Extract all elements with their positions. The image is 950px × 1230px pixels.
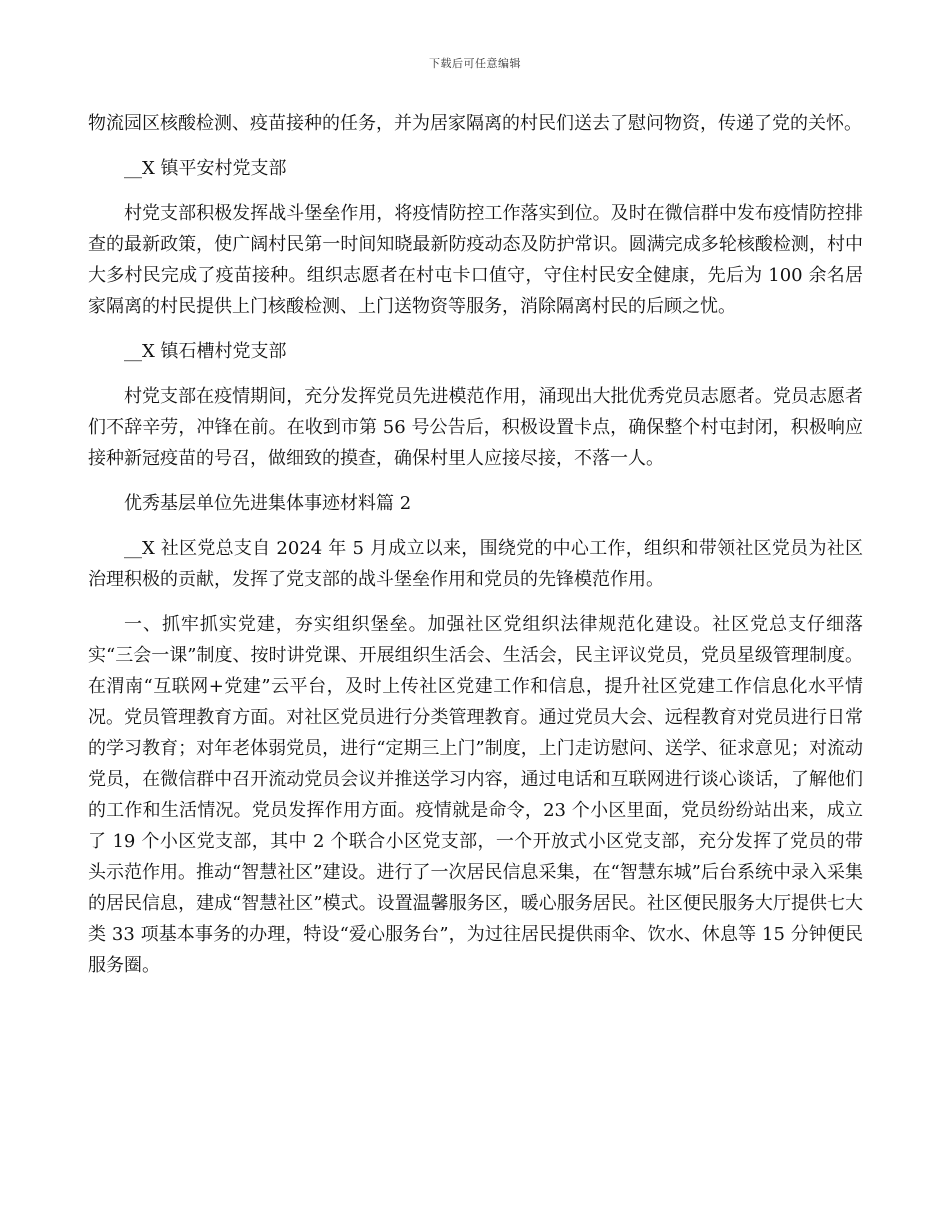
paragraph-5: 一、抓牢抓实党建，夯实组织堡垒。加强社区党组织法律规范化建设。社区党总支仔细落实“三会一课”制度、按时讲党课、开展组织生活会、生活会，民主评议党员，党员星级管理制度。在渭南“互联网+党建”云平台，及时上传社区党建工作和信息，提升社区党建工作信息化水平情况。党员管理教育方面。对社区党员进行分类管理教育。通过党员大会、远程教育对党员进行日常的学习教育；对年老体弱党员，进行“定期三上门”制度，上门走访慰问、送学、征求意见；对流动党员，在微信群中召开流动党员会议并推送学习内容，通过电话和互联网进行谈心谈话，了解他们的工作和生活情况。党员发挥作用方面。疫情就是命令，23 个小区里面，党员纷纷站出来，成立了 19 个小区党支部，其中 2 个联合小区党支部，一个开放式小区党支部，充分发挥了党员的带头示范作用。推动“智慧社区”建设。进行了一次居民信息采集，在“智慧东城”后台系统中录入采集的居民信息，建成“智慧社区”模式。设置温馨服务区，暖心服务居民。社区便民服务大厅提供七大类 33 项基本事务的办理，特设“爱心服务台”，为过往居民提供雨伞、饮水、休息等 15 分钟便民服务圈。 — [88, 614, 863, 976]
paragraph-3: 村党支部在疫情期间，充分发挥党员先进模范作用，涌现出大批优秀党员志愿者。党员志愿者们不辞辛劳，冲锋在前。在收到市第 56 号公告后，积极设置卡点，确保整个村屯封闭，积极响应接种新冠疫苗的号召，做细致的摸查，确保村里人应接尽接，不落一人。 — [88, 386, 863, 469]
paragraph-2: 村党支部积极发挥战斗堡垒作用，将疫情防控工作落实到位。及时在微信群中发布疫情防控排查的最新政策，使广阔村民第一时间知晓最新防疫动态及防护常识。圆满完成多轮核酸检测，村中大多村民完成了疫苗接种。组织志愿者在村屯卡口值守，守住村民安全健康，先后为 100 余名居家隔离的村民提供上门核酸检测、上门送物资等服务，消除隔离村民的后顾之忧。 — [88, 203, 863, 317]
header-note: 下载后可任意编辑 — [429, 57, 521, 70]
document-body — [88, 108, 863, 995]
section-heading-shicao-village: __X 镇石槽村党支部 — [124, 341, 287, 362]
section-heading-pingan-village: __X 镇平安村党支部 — [124, 158, 287, 179]
paragraph-4: __X 社区党总支自 2024 年 5 月成立以来，围绕党的中心工作，组织和带领社区党员为社区治理积极的贡献，发挥了党支部的战斗堡垒作用和党员的先锋模范作用。 — [88, 538, 863, 590]
paragraph-1: 物流园区核酸检测、疫苗接种的任务，并为居家隔离的村民们送去了慰问物资，传递了党的关怀。 — [88, 113, 862, 134]
section-heading-article-2: 优秀基层单位先进集体事迹材料篇 2 — [124, 493, 412, 514]
